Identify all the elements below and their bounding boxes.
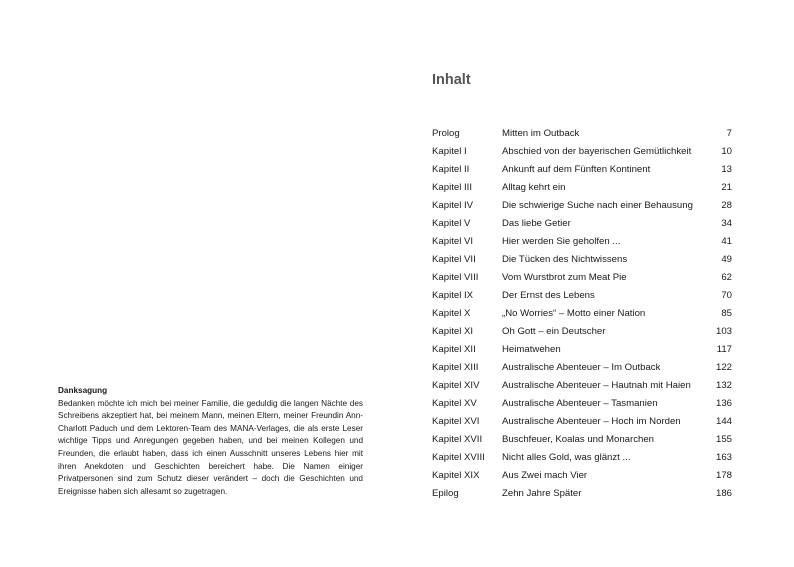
toc-entry (432, 467, 732, 485)
toc-entry-page: 21 (721, 182, 732, 193)
toc-entry (432, 413, 732, 431)
toc-entry-title: Oh Gott – ein Deutscher (502, 326, 606, 337)
toc-entry-title: Der Ernst des Lebens (502, 290, 595, 301)
toc-entry (432, 395, 732, 413)
toc-entry-title: Ankunft auf dem Fünften Kontinent (502, 164, 651, 175)
toc-entry-title: Alltag kehrt ein (502, 182, 566, 193)
toc-entry-label: Kapitel IX (432, 290, 474, 301)
toc-entry-page: 103 (715, 326, 732, 337)
toc-entry-title: Die Tücken des Nichtwissens (502, 254, 628, 265)
toc-entry (432, 215, 732, 233)
toc-entry (432, 197, 732, 215)
toc-entry-label: Kapitel IV (432, 200, 474, 211)
toc-entry-title: Buschfeuer, Koalas und Monarchen (502, 434, 655, 445)
table-of-contents (432, 125, 732, 503)
toc-entry-label: Kapitel XIV (432, 380, 480, 391)
toc-entry-label: Kapitel VII (432, 254, 476, 265)
toc-entry (432, 377, 732, 395)
toc-entry-page: 122 (715, 362, 732, 373)
toc-entry (432, 305, 732, 323)
toc-entry (432, 233, 732, 251)
toc-entry-label: Prolog (432, 128, 460, 139)
toc-entry-page: 117 (716, 344, 732, 355)
toc-entry-page: 163 (715, 452, 732, 463)
toc-entry (432, 341, 732, 359)
toc-entry-title: Die schwierige Suche nach einer Behausung (502, 200, 693, 211)
toc-entry-label: Kapitel XIII (432, 362, 479, 373)
toc-entry (432, 485, 732, 503)
toc-entry-label: Kapitel XIX (432, 470, 480, 481)
toc-entry (432, 449, 732, 467)
toc-entry-label: Kapitel XV (432, 398, 477, 409)
toc-entry-page: 13 (721, 164, 732, 175)
toc-entry-page: 178 (715, 470, 732, 481)
toc-entry-page: 144 (715, 416, 732, 427)
toc-entry-page: 34 (721, 218, 732, 229)
toc-entry-title: „No Worries“ – Motto einer Nation (502, 308, 646, 319)
toc-entry-title: Australische Abenteuer – Im Outback (502, 362, 661, 373)
toc-entry-title: Vom Wurstbrot zum Meat Pie (502, 272, 627, 283)
toc-entry-page: 132 (715, 380, 732, 391)
toc-entry-page: 10 (721, 146, 732, 157)
toc-entry-label: Kapitel V (432, 218, 471, 229)
toc-entry-title: Zehn Jahre Später (502, 488, 582, 499)
toc-entry-page: 49 (721, 254, 732, 265)
toc-entry-title: Australische Abenteuer – Hoch im Norden (502, 416, 681, 427)
acknowledgements-title: Danksagung (58, 386, 108, 395)
toc-entry-label: Kapitel III (432, 182, 472, 193)
toc-title: Inhalt (432, 72, 471, 88)
toc-entry (432, 269, 732, 287)
toc-entry (432, 125, 732, 143)
toc-entry-page: 155 (715, 434, 732, 445)
toc-entry-page: 186 (715, 488, 732, 499)
toc-entry-label: Kapitel I (432, 146, 467, 157)
toc-entry-title: Australische Abenteuer – Tasmanien (502, 398, 658, 409)
toc-entry-page: 62 (721, 272, 732, 283)
toc-entry (432, 287, 732, 305)
toc-entry (432, 251, 732, 269)
toc-entry-title: Nicht alles Gold, was glänzt ... (502, 452, 631, 463)
toc-entry-label: Kapitel VIII (432, 272, 479, 283)
toc-entry-title: Australische Abenteuer – Hautnah mit Haien (502, 380, 691, 391)
toc-entry-page: 7 (726, 128, 732, 139)
toc-entry-page: 70 (721, 290, 732, 301)
toc-entry (432, 143, 732, 161)
toc-entry-label: Kapitel XVI (432, 416, 480, 427)
toc-entry-label: Epilog (432, 488, 459, 499)
toc-entry-title: Hier werden Sie geholfen ... (502, 236, 621, 247)
toc-entry-title: Heimatwehen (502, 344, 561, 355)
toc-entry-page: 41 (721, 236, 732, 247)
toc-entry-title: Mitten im Outback (502, 128, 580, 139)
toc-entry-label: Kapitel II (432, 164, 470, 175)
toc-entry-page: 136 (715, 398, 732, 409)
acknowledgements (58, 385, 363, 498)
toc-entry-title: Abschied von der bayerischen Gemütlichkeit (502, 146, 692, 157)
toc-entry-page: 85 (721, 308, 732, 319)
toc-entry-title: Das liebe Getier (502, 218, 571, 229)
toc-entry-label: Kapitel XII (432, 344, 476, 355)
toc-entry-label: Kapitel XVII (432, 434, 483, 445)
toc-entry-label: Kapitel XI (432, 326, 474, 337)
toc-entry-label: Kapitel X (432, 308, 471, 319)
toc-entry (432, 359, 732, 377)
toc-entry-label: Kapitel VI (432, 236, 474, 247)
toc-entry-page: 28 (721, 200, 732, 211)
toc-entry (432, 161, 732, 179)
toc-entry (432, 323, 732, 341)
toc-entry-title: Aus Zwei mach Vier (502, 470, 588, 481)
toc-entry (432, 431, 732, 449)
toc-entry-label: Kapitel XVIII (432, 452, 485, 463)
acknowledgements-text: Bedanken möchte ich mich bei meiner Familie, die geduldig die langen Nächte des Schreibens akzeptiert hat, bei meinem Mann, meinen Eltern, meiner Freundin Ann-Charlott Paduch und dem Lektoren-Team des MANA-Verlages, die als erste Leser wichtige Tipps und Anregungen gegeben haben, und bei meinen Kollegen und Freunden, die erlaubt haben, dass ich einen Ausschnitt unseres Lebens hier mit ihren Anekdoten und Geschichten bereichert habe. Die Namen einiger Privatpersonen sind zum Schutz dieser verändert – doch die Geschichten und Ereignisse haben sich allesamt so zugetragen. (58, 398, 363, 496)
toc-entry (432, 179, 732, 197)
